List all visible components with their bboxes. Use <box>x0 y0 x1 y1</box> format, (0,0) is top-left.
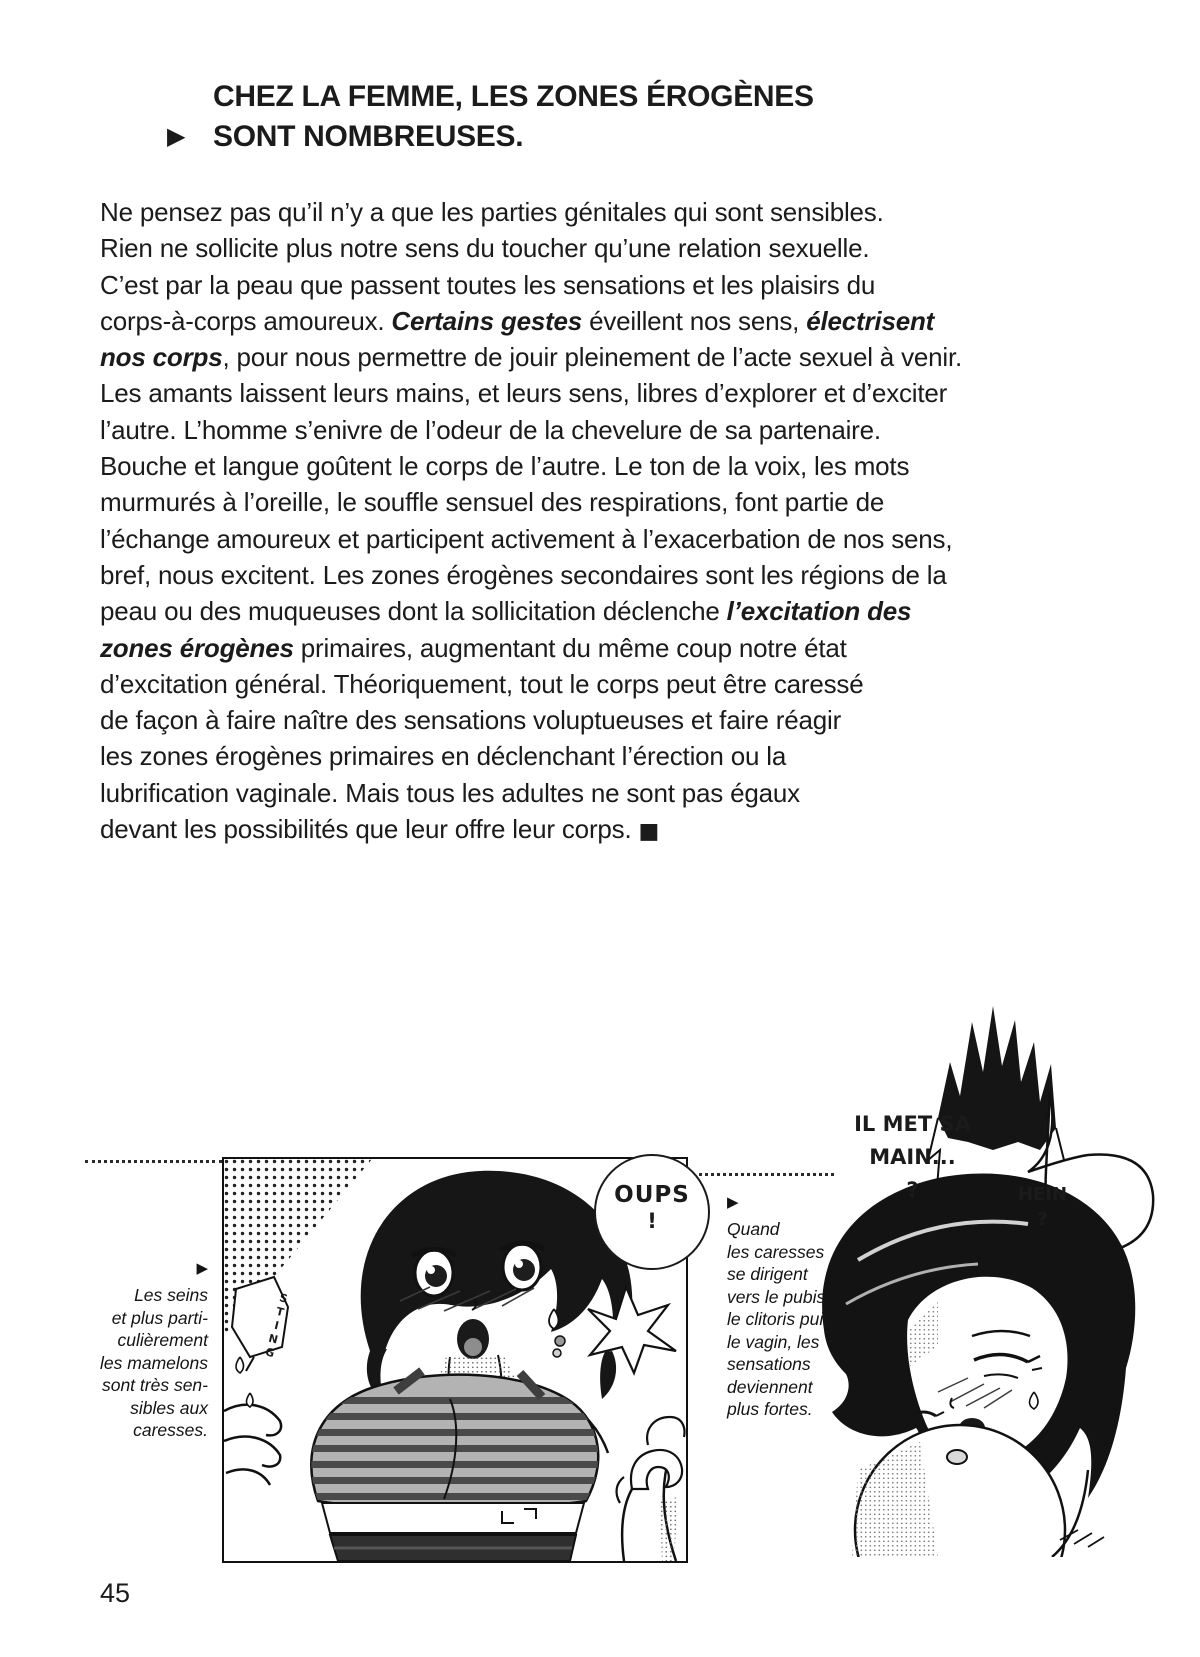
article-line <box>100 811 1110 850</box>
caption-line: sensations <box>727 1354 811 1374</box>
caption-line: sibles aux <box>130 1397 208 1418</box>
article-line <box>100 702 1110 738</box>
page-title-line1: CHEZ LA FEMME, LES ZONES ÉROGÈNES <box>213 80 814 113</box>
article-line <box>100 484 1110 520</box>
thought-text <box>840 1108 985 1207</box>
caption-line: Quand <box>727 1219 780 1239</box>
sfx-sting-text: STING <box>261 1290 292 1362</box>
caption-line: Les seins <box>134 1285 208 1305</box>
caption-line: et plus parti- <box>111 1307 208 1328</box>
article-line <box>100 775 1110 811</box>
caption-line: plus fortes. <box>727 1399 813 1419</box>
hein-line1: HEIN <box>1017 1184 1068 1205</box>
oups-exclaim: ! <box>647 1209 657 1233</box>
article-line <box>100 230 1110 266</box>
article-segment: les zones érogènes primaires en déclenchant l’érection ou la <box>100 741 787 772</box>
article-segment: de façon à faire naître des sensations voluptueuses et faire réagir <box>100 705 842 736</box>
caption-pubis <box>727 1192 842 1421</box>
caption-line: les mamelons <box>100 1352 208 1373</box>
thought-line3: ? <box>906 1178 919 1202</box>
speech-bubble-oups <box>594 1154 710 1270</box>
article-segment: d’excitation général. Théoriquement, tout le corps peut être caressé <box>100 668 864 699</box>
article-segment: éveillent nos sens, <box>582 305 807 336</box>
article-emphasis: l’excitation des <box>726 596 912 627</box>
article-emphasis: nos corps <box>100 342 223 373</box>
hein-line2: ? <box>1037 1209 1048 1230</box>
article-segment: l’autre. L’homme s’enivre de l’odeur de la chevelure de sa partenaire. <box>100 414 881 445</box>
article-emphasis: zones érogènes <box>100 632 294 663</box>
oups-text: OUPS <box>614 1182 690 1208</box>
article-segment: peau ou des muqueuses dont la sollicitation déclenche <box>100 596 727 627</box>
article-segment: Bouche et langue goûtent le corps de l’autre. Le ton de la voix, les mots <box>100 451 910 482</box>
thought-line1: IL MET SA <box>854 1112 971 1136</box>
caption-line: sont très sen- <box>101 1375 208 1395</box>
article-segment: devant les possibilités que leur offre leur corps. <box>100 814 639 845</box>
article-line <box>100 412 1110 448</box>
caption-line: le vagin, les <box>727 1331 820 1352</box>
article-line <box>100 557 1110 593</box>
article-line <box>100 521 1110 557</box>
caption-arrow-icon: ▶ <box>196 1259 208 1277</box>
article-segment: primaires, augmentant du même coup notre état <box>293 632 847 663</box>
article-segment: , pour nous permettre de jouir pleinement de l’acte sexuel à venir. <box>222 342 963 373</box>
thought-line2: MAIN... <box>869 1145 956 1169</box>
article-line <box>100 375 1110 411</box>
article-segment: C’est par la peau que passent toutes les sensations et les plaisirs du <box>100 269 876 300</box>
caption-line: le clitoris puis <box>727 1309 833 1329</box>
article-line <box>100 593 1110 629</box>
page-number: 45 <box>100 1578 131 1608</box>
article-line <box>100 630 1110 666</box>
caption-line: deviennent <box>727 1376 813 1397</box>
article-text <box>100 194 1110 850</box>
caption-breasts <box>58 1258 208 1442</box>
article-segment: Les amants laissent leurs mains, et leurs sens, libres d’explorer et d’exciter <box>100 378 948 409</box>
caption-line: se dirigent <box>727 1264 808 1284</box>
article-segment: lubrification vaginale. Mais tous les adultes ne sont pas égaux <box>100 777 800 808</box>
article-line <box>100 666 1110 702</box>
article-segment: bref, nous excitent. Les zones érogènes secondaires sont les régions de la <box>100 559 947 590</box>
article-line <box>100 339 1110 375</box>
article-line <box>100 267 1110 303</box>
article-segment: murmurés à l’oreille, le souffle sensuel des respirations, font partie de <box>100 487 885 518</box>
speech-bubble-hein-text <box>1005 1182 1080 1232</box>
article-line <box>100 448 1110 484</box>
caption-line: vers le pubis, <box>727 1286 831 1307</box>
article-line <box>100 194 1110 230</box>
dotted-separator-left <box>85 1160 222 1163</box>
article-segment: l’échange amoureux et participent activement à l’exacerbation de nos sens, <box>100 523 953 554</box>
article-emphasis: électrisent <box>806 305 935 336</box>
caption-line: culièrement <box>117 1330 208 1350</box>
article-segment: Rien ne sollicite plus notre sens du toucher qu’une relation sexuelle. <box>100 233 870 264</box>
page-title-line2: SONT NOMBREUSES. <box>213 120 524 153</box>
caption-line: caresses. <box>133 1420 208 1440</box>
caption-line: les caresses <box>727 1241 825 1262</box>
title-arrow-icon: ▶ <box>167 122 186 150</box>
caption-arrow-icon: ▶ <box>727 1193 739 1211</box>
article-segment: ■ <box>638 819 660 845</box>
article-segment: Ne pensez pas qu’il n’y a que les parties génitales qui sont sensibles. <box>100 197 884 227</box>
article-emphasis: Certains gestes <box>391 305 583 336</box>
woman-illustration <box>788 1000 1160 1557</box>
article-line <box>100 303 1110 339</box>
article-segment: corps-à-corps amoureux. <box>100 305 392 336</box>
article-line <box>100 738 1110 774</box>
